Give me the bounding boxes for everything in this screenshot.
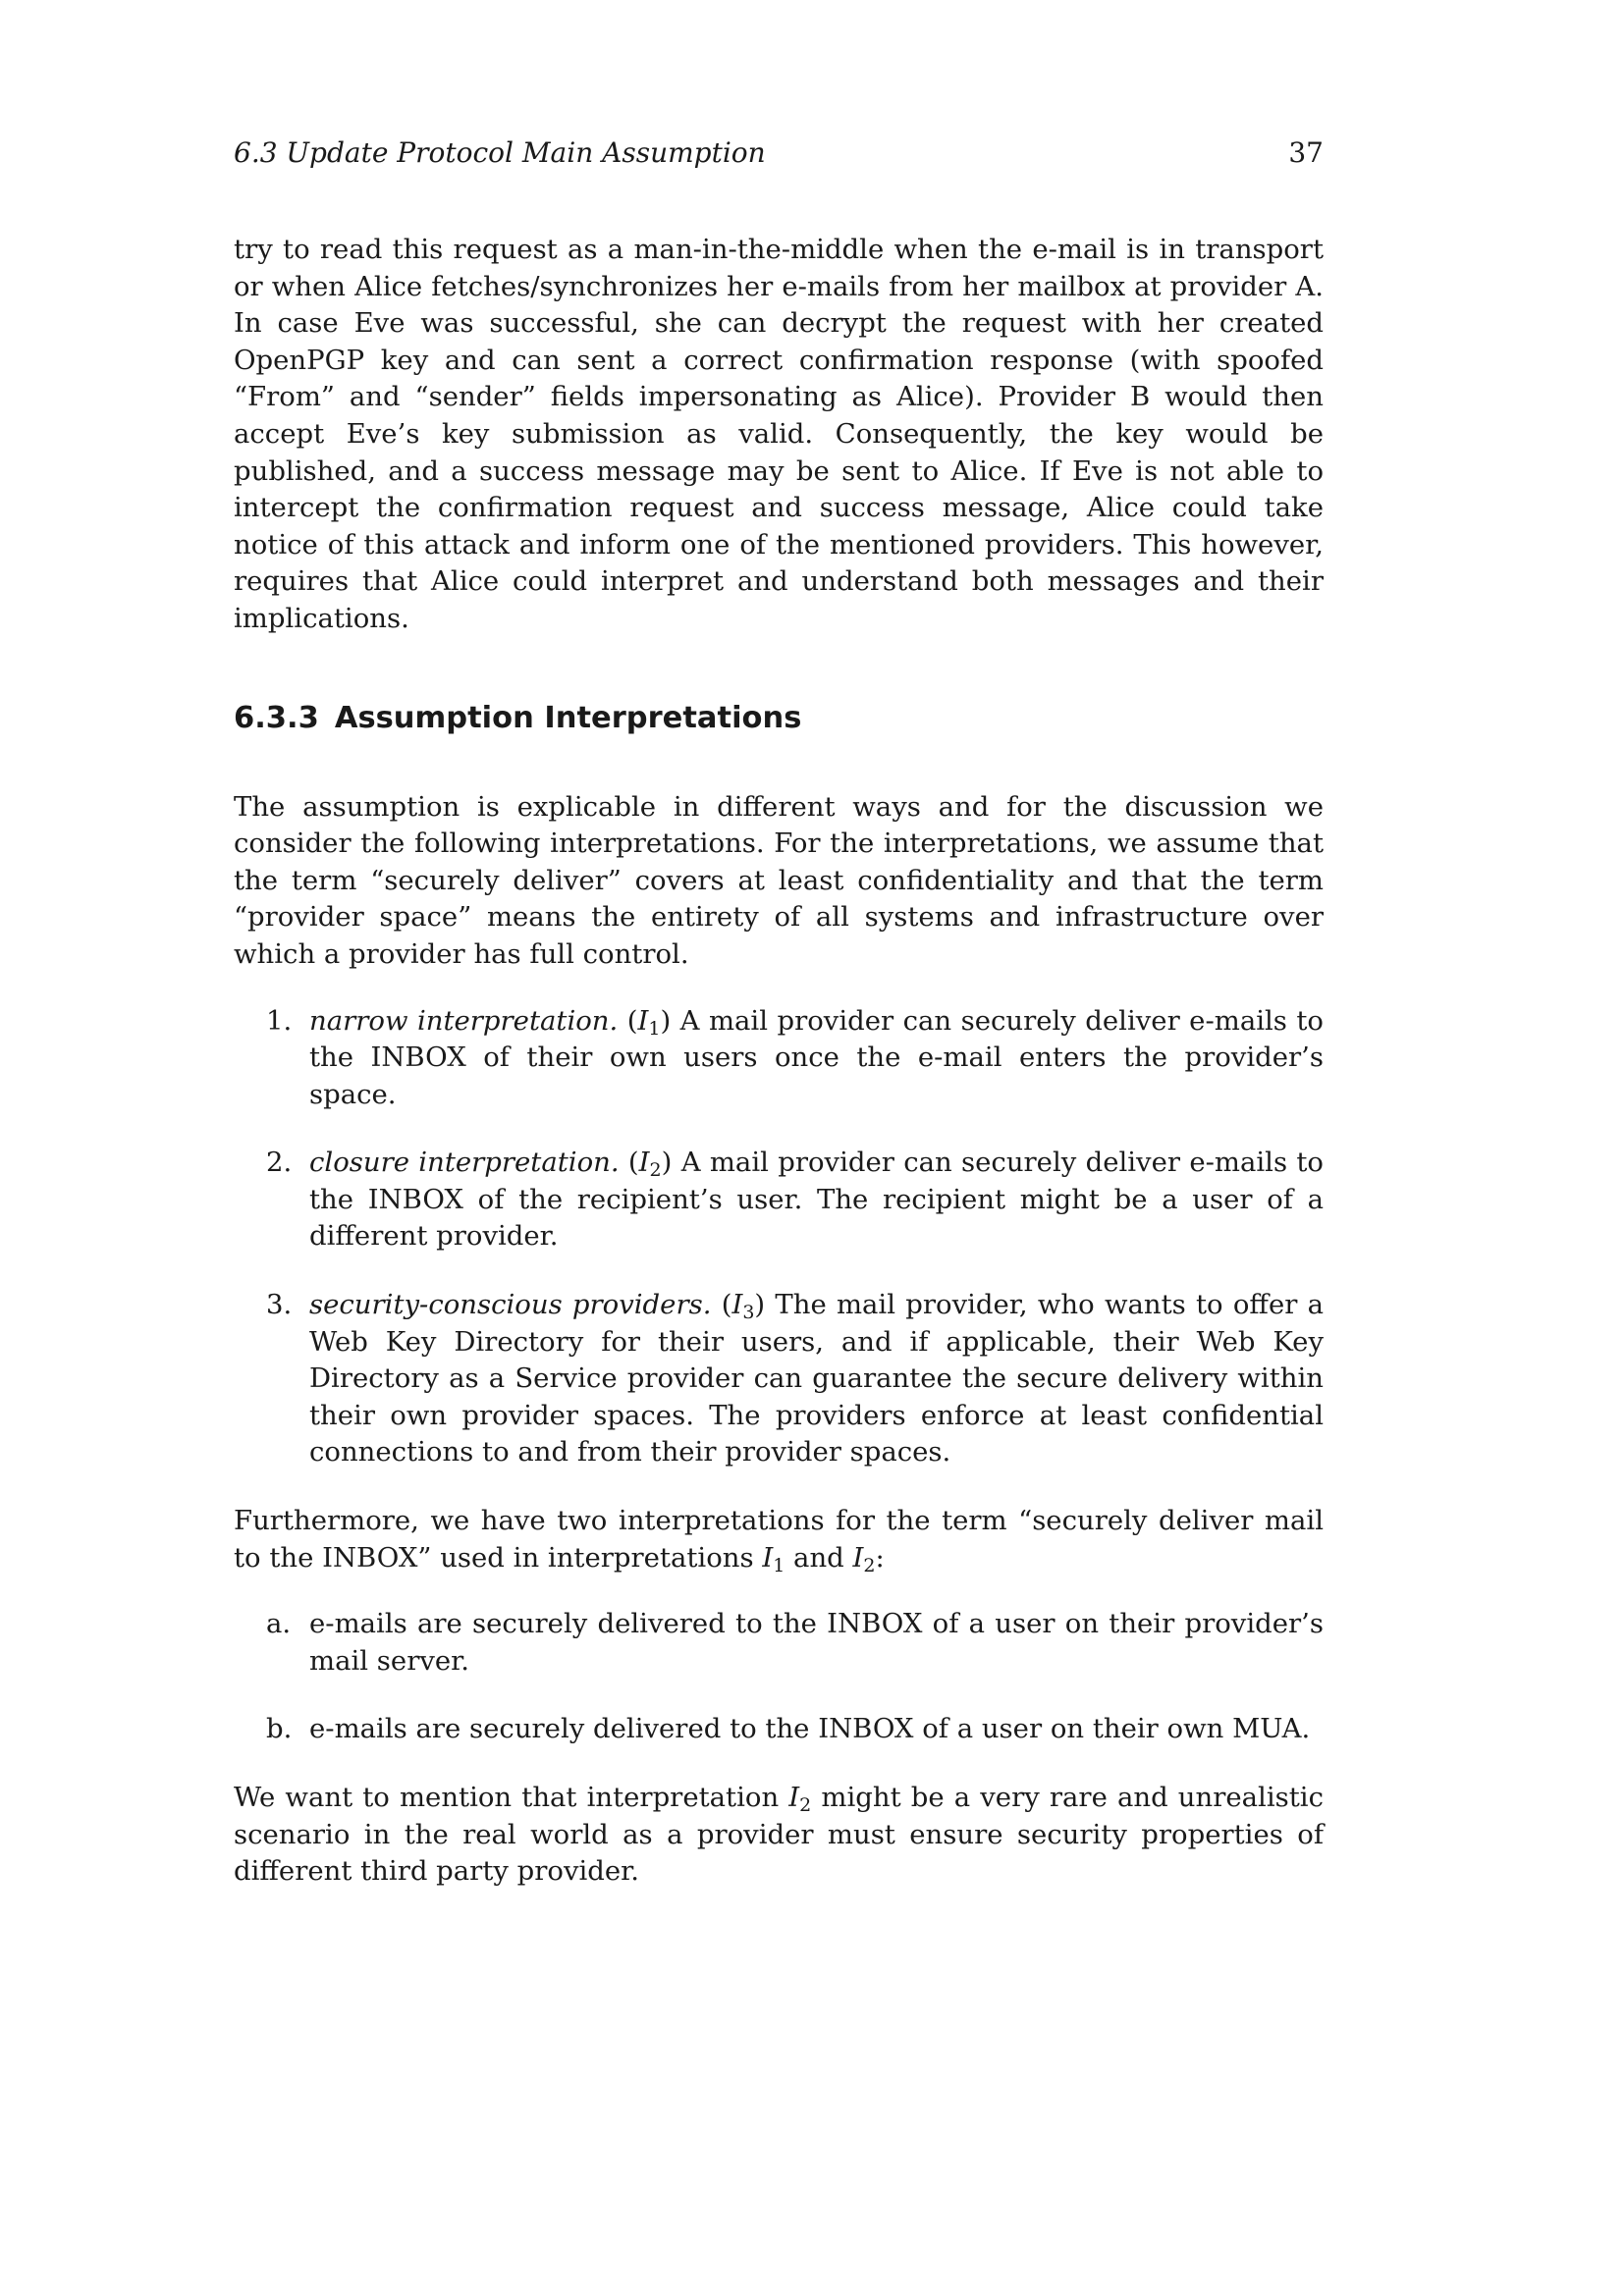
paragraph-furthermore: Furthermore, we have two interpretations for the term “securely deliver mail to the INBOX” used in interpretations $I_1$ and $I_2$:	[234, 1505, 1324, 1576]
item-label: closure interpretation.	[309, 1147, 620, 1179]
math-symbol: $I_2$	[788, 1782, 812, 1816]
math-symbol: $I_1$	[762, 1541, 785, 1576]
item-text: e-mails are securely delivered to the INBOX of a user on their provider’s mail server.	[309, 1608, 1324, 1677]
list-marker: 3.	[266, 1289, 293, 1321]
math-symbol: $I_1$	[637, 1004, 661, 1040]
list-item	[234, 1711, 1324, 1748]
item-text: A mail provider can securely deliver e-mails to the INBOX of the recipient’s user. The recipient might be a user of a different provider.	[309, 1147, 1324, 1253]
list-item: 3. security-conscious providers. $(I_3)$ The mail provider, who wants to offer a Web Key Directory for their users, and if applicable, their Web Key Directory as a Service provider can guarantee the secure delivery within their own provider spaces. The providers enforce at least confidential connections to and from their provider spaces.	[266, 1289, 1325, 1468]
section-title: Assumption Interpretations	[334, 700, 802, 735]
item-label: narrow interpretation.	[309, 1004, 619, 1037]
list-item: 1. narrow interpretation. $(I_1)$ A mail provider can securely deliver e-mails to the INBOX of their own users once the e-mail enters the provider’s space.	[266, 1004, 1324, 1110]
item-label: security-conscious providers.	[309, 1289, 712, 1321]
item-text: A mail provider can securely deliver e-mails to the INBOX of their own users once the e-mail enters the provider’s space.	[309, 1004, 1324, 1110]
list-item	[234, 1606, 1324, 1680]
delivery-list	[234, 1606, 1324, 1748]
page-body	[234, 232, 1324, 1891]
page-number: 37	[1288, 136, 1324, 169]
list-marker: 1.	[266, 1004, 293, 1037]
item-text: e-mails are securely delivered to the INBOX of a user on their own MUA.	[309, 1713, 1311, 1745]
section-heading	[234, 699, 1324, 738]
section-number: 6.3.3	[234, 700, 319, 735]
list-item: 2. closure interpretation. $(I_2)$ A mail provider can securely deliver e-mails to the INBOX of the recipient’s user. The recipient might be a user of a different provider.	[266, 1147, 1324, 1253]
math-symbol: $I_2$	[638, 1147, 662, 1182]
list-marker: a.	[266, 1608, 292, 1640]
running-header	[234, 135, 1324, 171]
item-text: The mail provider, who wants to offer a Web Key Directory for their users, and if applicable, their Web Key Directory as a Service provider can guarantee the secure delivery within their own provider spaces. The providers enforce at least confidential connections to and from their provider spaces.	[309, 1289, 1325, 1468]
paragraph-closing: We want to mention that interpretation $I_2$ might be a very rare and unrealistic scenario in the real world as a provider must ensure security properties of different third party provider.	[234, 1782, 1324, 1888]
math-symbol: $I_3$	[731, 1289, 755, 1324]
paragraph-intro: The assumption is explicable in different ways and for the discussion we consider the following interpretations. For the interpretations, we assume that the term “securely deliver” covers at least confidentiality and that the term “provider space” means the entirety of all systems and infrastructure over which a provider has full control.	[234, 790, 1324, 970]
math-symbol: $I_2$	[852, 1541, 876, 1576]
list-marker: 2.	[266, 1147, 293, 1179]
running-header-title: 6.3 Update Protocol Main Assumption	[234, 136, 766, 169]
interpretation-list	[234, 1003, 1324, 1472]
list-marker: b.	[266, 1713, 293, 1745]
paragraph-continuation: try to read this request as a man-in-the-middle when the e-mail is in transport or when Alice fetches/synchronizes her e-mails from her mailbox at provider A. In case Eve was successful, she can decrypt the request with her created OpenPGP key and can sent a correct confirmation response (with spoofed “From” and “sender” fields impersonating as Alice). Provider B would then accept Eve’s key submission as valid. Consequently, the key would be published, and a success message may be sent to Alice. If Eve is not able to intercept the confirmation request and success message, Alice could take notice of this attack and inform one of the mentioned providers. This however, requires that Alice could interpret and understand both messages and their implications.	[234, 234, 1324, 634]
